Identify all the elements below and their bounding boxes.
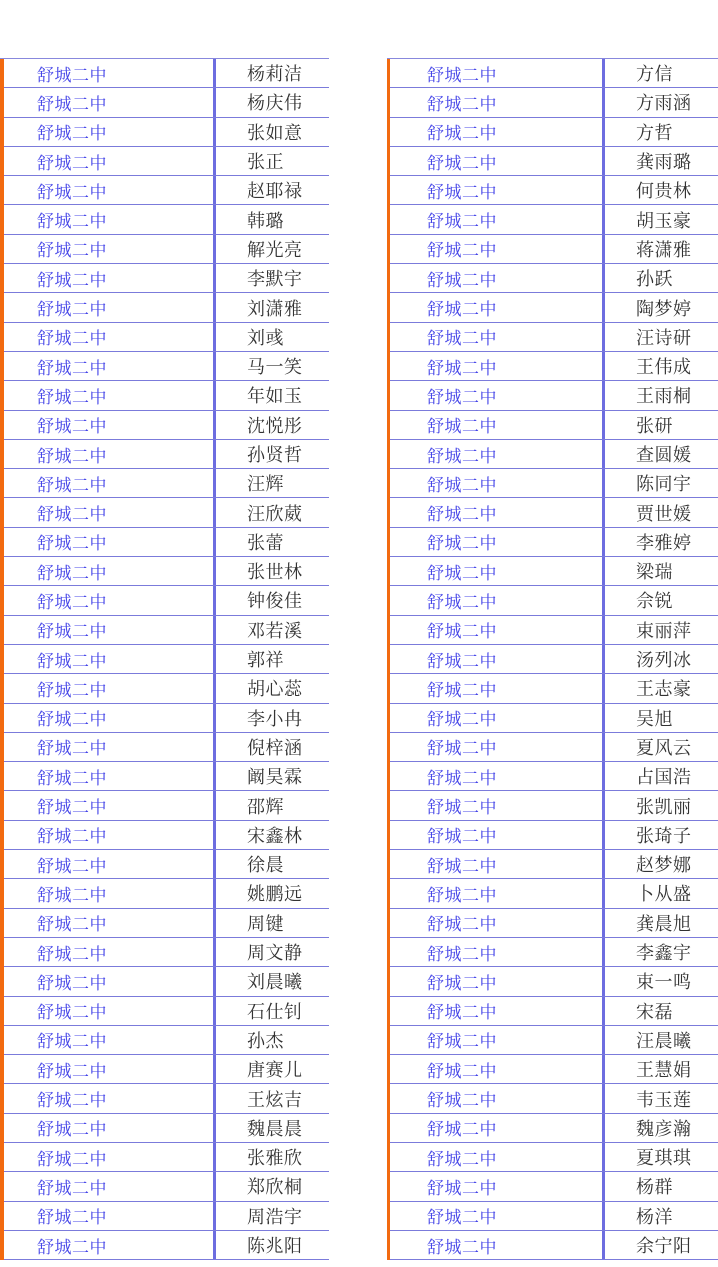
- student-name-cell: 李雅婷: [636, 532, 692, 554]
- school-cell: 舒城二中: [387, 704, 605, 732]
- student-name-cell: 张琦子: [636, 825, 692, 847]
- student-name-cell: 张凯丽: [636, 796, 692, 818]
- student-name-cell: 张研: [636, 415, 673, 437]
- student-name-cell: 刘晨曦: [247, 972, 303, 994]
- table-row: [0, 1084, 329, 1113]
- school-cell: 舒城二中: [0, 1143, 216, 1171]
- student-name-cell: 孙杰: [247, 1030, 284, 1052]
- school-cell: 舒城二中: [0, 557, 216, 585]
- school-cell: 舒城二中: [387, 1055, 605, 1083]
- table-row: [387, 1172, 718, 1201]
- school-cell: 舒城二中: [387, 733, 605, 761]
- school-cell: 舒城二中: [0, 528, 216, 556]
- student-name-cell: 沈悦彤: [247, 415, 303, 437]
- student-name-cell: 张如意: [247, 122, 303, 144]
- table-row: [0, 1231, 329, 1260]
- school-cell: 舒城二中: [0, 147, 216, 175]
- table-row: [0, 1172, 329, 1201]
- student-name-cell: 汪欣葳: [247, 503, 303, 525]
- table-row: [387, 1202, 718, 1231]
- school-cell: 舒城二中: [387, 118, 605, 146]
- student-name-cell: 贾世媛: [636, 503, 692, 525]
- table-row: [0, 528, 329, 557]
- student-name-cell: 龚雨璐: [636, 152, 692, 174]
- school-cell: 舒城二中: [0, 59, 216, 87]
- school-cell: 舒城二中: [387, 1026, 605, 1054]
- school-cell: 舒城二中: [0, 1026, 216, 1054]
- table-row: [0, 498, 329, 527]
- table-row: [387, 293, 718, 322]
- school-cell: 舒城二中: [387, 616, 605, 644]
- table-row: [0, 1114, 329, 1143]
- table-row: [387, 879, 718, 908]
- table-row: [387, 733, 718, 762]
- student-name-cell: 杨群: [636, 1177, 673, 1199]
- school-cell: 舒城二中: [0, 264, 216, 292]
- student-name-cell: 陶梦婷: [636, 298, 692, 320]
- student-name-cell: 邵辉: [247, 796, 284, 818]
- student-name-cell: 王雨桐: [636, 386, 692, 408]
- school-cell: 舒城二中: [0, 645, 216, 673]
- school-cell: 舒城二中: [0, 967, 216, 995]
- student-name-cell: 胡玉豪: [636, 210, 692, 232]
- school-cell: 舒城二中: [0, 1202, 216, 1230]
- table-row: [387, 411, 718, 440]
- school-cell: 舒城二中: [0, 704, 216, 732]
- student-name-cell: 梁瑞: [636, 562, 673, 584]
- student-name-cell: 汤列冰: [636, 650, 692, 672]
- student-name-cell: 方哲: [636, 122, 673, 144]
- student-name-cell: 王炫吉: [247, 1089, 303, 1111]
- table-row: [0, 879, 329, 908]
- student-name-cell: 倪梓涵: [247, 737, 303, 759]
- student-name-cell: 杨洋: [636, 1206, 673, 1228]
- table-row: [0, 323, 329, 352]
- student-name-cell: 占国浩: [636, 767, 692, 789]
- student-name-cell: 方雨涵: [636, 93, 692, 115]
- school-cell: 舒城二中: [0, 411, 216, 439]
- school-cell: 舒城二中: [387, 440, 605, 468]
- student-name-cell: 年如玉: [247, 386, 303, 408]
- school-cell: 舒城二中: [387, 264, 605, 292]
- school-cell: 舒城二中: [387, 147, 605, 175]
- student-name-cell: 吴旭: [636, 708, 673, 730]
- table-row: [0, 1202, 329, 1231]
- school-cell: 舒城二中: [387, 469, 605, 497]
- student-name-cell: 宋磊: [636, 1001, 673, 1023]
- table-row: [387, 586, 718, 615]
- school-cell: 舒城二中: [387, 674, 605, 702]
- school-cell: 舒城二中: [387, 762, 605, 790]
- student-name-cell: 夏琪琪: [636, 1148, 692, 1170]
- school-cell: 舒城二中: [387, 938, 605, 966]
- school-cell: 舒城二中: [0, 352, 216, 380]
- table-row: [0, 147, 329, 176]
- table-row: [387, 235, 718, 264]
- student-name-cell: 张雅欣: [247, 1148, 303, 1170]
- table-row: [0, 616, 329, 645]
- school-cell: 舒城二中: [387, 176, 605, 204]
- table-row: [387, 967, 718, 996]
- table-row: [387, 469, 718, 498]
- table-row: [0, 59, 329, 88]
- student-name-cell: 李默宇: [247, 269, 303, 291]
- school-cell: 舒城二中: [0, 323, 216, 351]
- table-row: [0, 469, 329, 498]
- table-row: [0, 118, 329, 147]
- student-name-cell: 蒋潇雅: [636, 239, 692, 261]
- student-name-cell: 汪诗研: [636, 327, 692, 349]
- student-name-cell: 杨莉洁: [247, 64, 303, 86]
- school-cell: 舒城二中: [0, 586, 216, 614]
- table-row: [0, 645, 329, 674]
- school-cell: 舒城二中: [0, 879, 216, 907]
- table-row: [0, 674, 329, 703]
- table-row: [387, 498, 718, 527]
- school-cell: 舒城二中: [387, 352, 605, 380]
- student-name-cell: 陈同宇: [636, 474, 692, 496]
- table-row: [387, 1026, 718, 1055]
- table-row: [387, 616, 718, 645]
- school-cell: 舒城二中: [387, 1084, 605, 1112]
- school-cell: 舒城二中: [387, 850, 605, 878]
- table-row: [0, 235, 329, 264]
- school-cell: 舒城二中: [0, 205, 216, 233]
- table-row: [0, 997, 329, 1026]
- student-name-cell: 赵耶禄: [247, 181, 303, 203]
- student-name-cell: 解光亮: [247, 239, 303, 261]
- school-cell: 舒城二中: [0, 176, 216, 204]
- student-name-cell: 马一笑: [247, 357, 303, 379]
- student-name-cell: 陈兆阳: [247, 1236, 303, 1258]
- school-cell: 舒城二中: [387, 791, 605, 819]
- school-cell: 舒城二中: [0, 762, 216, 790]
- school-cell: 舒城二中: [0, 1055, 216, 1083]
- table-row: [387, 264, 718, 293]
- student-name-cell: 卜从盛: [636, 884, 692, 906]
- table-row: [387, 440, 718, 469]
- table-row: [387, 557, 718, 586]
- school-cell: 舒城二中: [0, 1084, 216, 1112]
- school-cell: 舒城二中: [0, 235, 216, 263]
- school-cell: 舒城二中: [0, 909, 216, 937]
- school-cell: 舒城二中: [0, 1172, 216, 1200]
- student-name-cell: 孙跃: [636, 269, 673, 291]
- table-row: [387, 118, 718, 147]
- student-name-cell: 韩璐: [247, 210, 284, 232]
- school-cell: 舒城二中: [0, 88, 216, 116]
- school-cell: 舒城二中: [0, 938, 216, 966]
- table-row: [387, 88, 718, 117]
- table-row: [387, 528, 718, 557]
- student-name-cell: 唐赛儿: [247, 1060, 303, 1082]
- table-row: [387, 1114, 718, 1143]
- school-cell: 舒城二中: [0, 616, 216, 644]
- school-cell: 舒城二中: [387, 1143, 605, 1171]
- student-name-cell: 王志豪: [636, 679, 692, 701]
- student-name-cell: 韦玉莲: [636, 1089, 692, 1111]
- table-row: [0, 381, 329, 410]
- student-name-cell: 龚晨旭: [636, 913, 692, 935]
- school-cell: 舒城二中: [0, 850, 216, 878]
- table-row: [387, 704, 718, 733]
- student-name-cell: 郭祥: [247, 650, 284, 672]
- school-cell: 舒城二中: [0, 733, 216, 761]
- school-cell: 舒城二中: [0, 118, 216, 146]
- table-row: [0, 704, 329, 733]
- table-row: [0, 176, 329, 205]
- school-cell: 舒城二中: [387, 498, 605, 526]
- table-row: [387, 1055, 718, 1084]
- student-name-cell: 方信: [636, 64, 673, 86]
- table-row: [0, 411, 329, 440]
- student-name-cell: 阚昊霖: [247, 767, 303, 789]
- table-row: [0, 1143, 329, 1172]
- school-cell: 舒城二中: [387, 88, 605, 116]
- table-row: [387, 791, 718, 820]
- student-name-cell: 王伟成: [636, 357, 692, 379]
- school-cell: 舒城二中: [0, 498, 216, 526]
- table-row: [387, 762, 718, 791]
- student-name-cell: 孙贤哲: [247, 445, 303, 466]
- school-cell: 舒城二中: [387, 879, 605, 907]
- school-cell: 舒城二中: [0, 381, 216, 409]
- student-name-cell: 郑欣桐: [247, 1177, 303, 1199]
- school-cell: 舒城二中: [387, 997, 605, 1025]
- school-cell: 舒城二中: [387, 1172, 605, 1200]
- table-row: [0, 821, 329, 850]
- table-row: [387, 59, 718, 88]
- student-name-cell: 宋鑫林: [247, 825, 303, 847]
- student-name-cell: 李鑫宇: [636, 943, 692, 965]
- table-row: [0, 88, 329, 117]
- student-name-cell: 佘锐: [636, 591, 673, 613]
- school-cell: 舒城二中: [387, 205, 605, 233]
- school-cell: 舒城二中: [387, 645, 605, 673]
- table-row: [387, 352, 718, 381]
- student-name-cell: 刘潇雅: [247, 298, 303, 320]
- table-row: [387, 821, 718, 850]
- table-row: [387, 938, 718, 967]
- school-cell: 舒城二中: [0, 1114, 216, 1142]
- school-cell: 舒城二中: [387, 59, 605, 87]
- table-row: [387, 850, 718, 879]
- table-row: [0, 850, 329, 879]
- table-row: [387, 1143, 718, 1172]
- school-cell: 舒城二中: [387, 293, 605, 321]
- table-row: [0, 352, 329, 381]
- table-row: [0, 733, 329, 762]
- student-name-cell: 王慧娟: [636, 1060, 692, 1082]
- table-row: [0, 205, 329, 234]
- table-row: [387, 147, 718, 176]
- school-cell: 舒城二中: [0, 1231, 216, 1259]
- school-cell: 舒城二中: [387, 528, 605, 556]
- school-cell: 舒城二中: [387, 967, 605, 995]
- student-name-cell: 束一鸣: [636, 972, 692, 994]
- student-name-cell: 汪辉: [247, 474, 284, 496]
- student-name-cell: 魏彦瀚: [636, 1118, 692, 1140]
- school-cell: 舒城二中: [387, 381, 605, 409]
- school-cell: 舒城二中: [0, 821, 216, 849]
- table-row: [0, 293, 329, 322]
- school-cell: 舒城二中: [387, 323, 605, 351]
- student-name-cell: 张世林: [247, 562, 303, 584]
- school-cell: 舒城二中: [0, 674, 216, 702]
- table-row: [0, 586, 329, 615]
- table-row: [387, 381, 718, 410]
- school-cell: 舒城二中: [387, 1114, 605, 1142]
- table-row: [0, 938, 329, 967]
- student-name-cell: 何贵林: [636, 181, 692, 203]
- table-row: [387, 1084, 718, 1113]
- student-name-cell: 周键: [247, 913, 284, 935]
- school-cell: 舒城二中: [387, 909, 605, 937]
- student-name-cell: 邓若溪: [247, 620, 303, 642]
- table-row: [387, 176, 718, 205]
- student-name-cell: 周浩宇: [247, 1206, 303, 1228]
- table-row: [0, 762, 329, 791]
- student-name-cell: 周文静: [247, 943, 303, 965]
- student-name-cell: 汪晨曦: [636, 1030, 692, 1052]
- student-name-cell: 赵梦娜: [636, 855, 692, 877]
- table-row: [387, 909, 718, 938]
- school-cell: 舒城二中: [387, 1231, 605, 1259]
- table-row: [0, 967, 329, 996]
- table-row: [0, 440, 329, 469]
- school-cell: 舒城二中: [0, 440, 216, 468]
- school-cell: 舒城二中: [0, 997, 216, 1025]
- school-cell: 舒城二中: [387, 235, 605, 263]
- student-name-cell: 余宁阳: [636, 1236, 692, 1258]
- left-roster-table: [0, 58, 329, 1260]
- student-name-cell: 刘彧: [247, 327, 284, 349]
- table-row: [387, 323, 718, 352]
- table-row: [0, 909, 329, 938]
- table-row: [0, 1055, 329, 1084]
- student-name-cell: 张蕾: [247, 532, 284, 554]
- table-row: [387, 1231, 718, 1260]
- school-cell: 舒城二中: [387, 557, 605, 585]
- student-name-cell: 杨庆伟: [247, 93, 303, 115]
- table-row: [0, 1026, 329, 1055]
- school-cell: 舒城二中: [387, 1202, 605, 1230]
- student-name-cell: 魏晨晨: [247, 1118, 303, 1140]
- school-cell: 舒城二中: [0, 293, 216, 321]
- student-name-cell: 李小冉: [247, 708, 303, 730]
- student-name-cell: 钟俊佳: [247, 591, 303, 613]
- school-cell: 舒城二中: [387, 821, 605, 849]
- student-name-cell: 姚鹏远: [247, 884, 303, 906]
- table-row: [387, 997, 718, 1026]
- student-name-cell: 胡心蕊: [247, 679, 303, 701]
- student-name-cell: 夏风云: [636, 737, 692, 759]
- table-row: [387, 205, 718, 234]
- table-row: [387, 645, 718, 674]
- school-cell: 舒城二中: [0, 469, 216, 497]
- student-name-cell: 束丽萍: [636, 620, 692, 642]
- school-cell: 舒城二中: [0, 791, 216, 819]
- school-cell: 舒城二中: [387, 411, 605, 439]
- table-row: [387, 674, 718, 703]
- school-cell: 舒城二中: [387, 586, 605, 614]
- table-row: [0, 264, 329, 293]
- student-name-cell: 查圆媛: [636, 445, 692, 466]
- student-name-cell: 张正: [247, 152, 284, 174]
- student-name-cell: 徐晨: [247, 855, 284, 877]
- table-row: [0, 557, 329, 586]
- student-name-cell: 石仕钊: [247, 1001, 303, 1023]
- table-row: [0, 791, 329, 820]
- right-roster-table: [387, 58, 718, 1260]
